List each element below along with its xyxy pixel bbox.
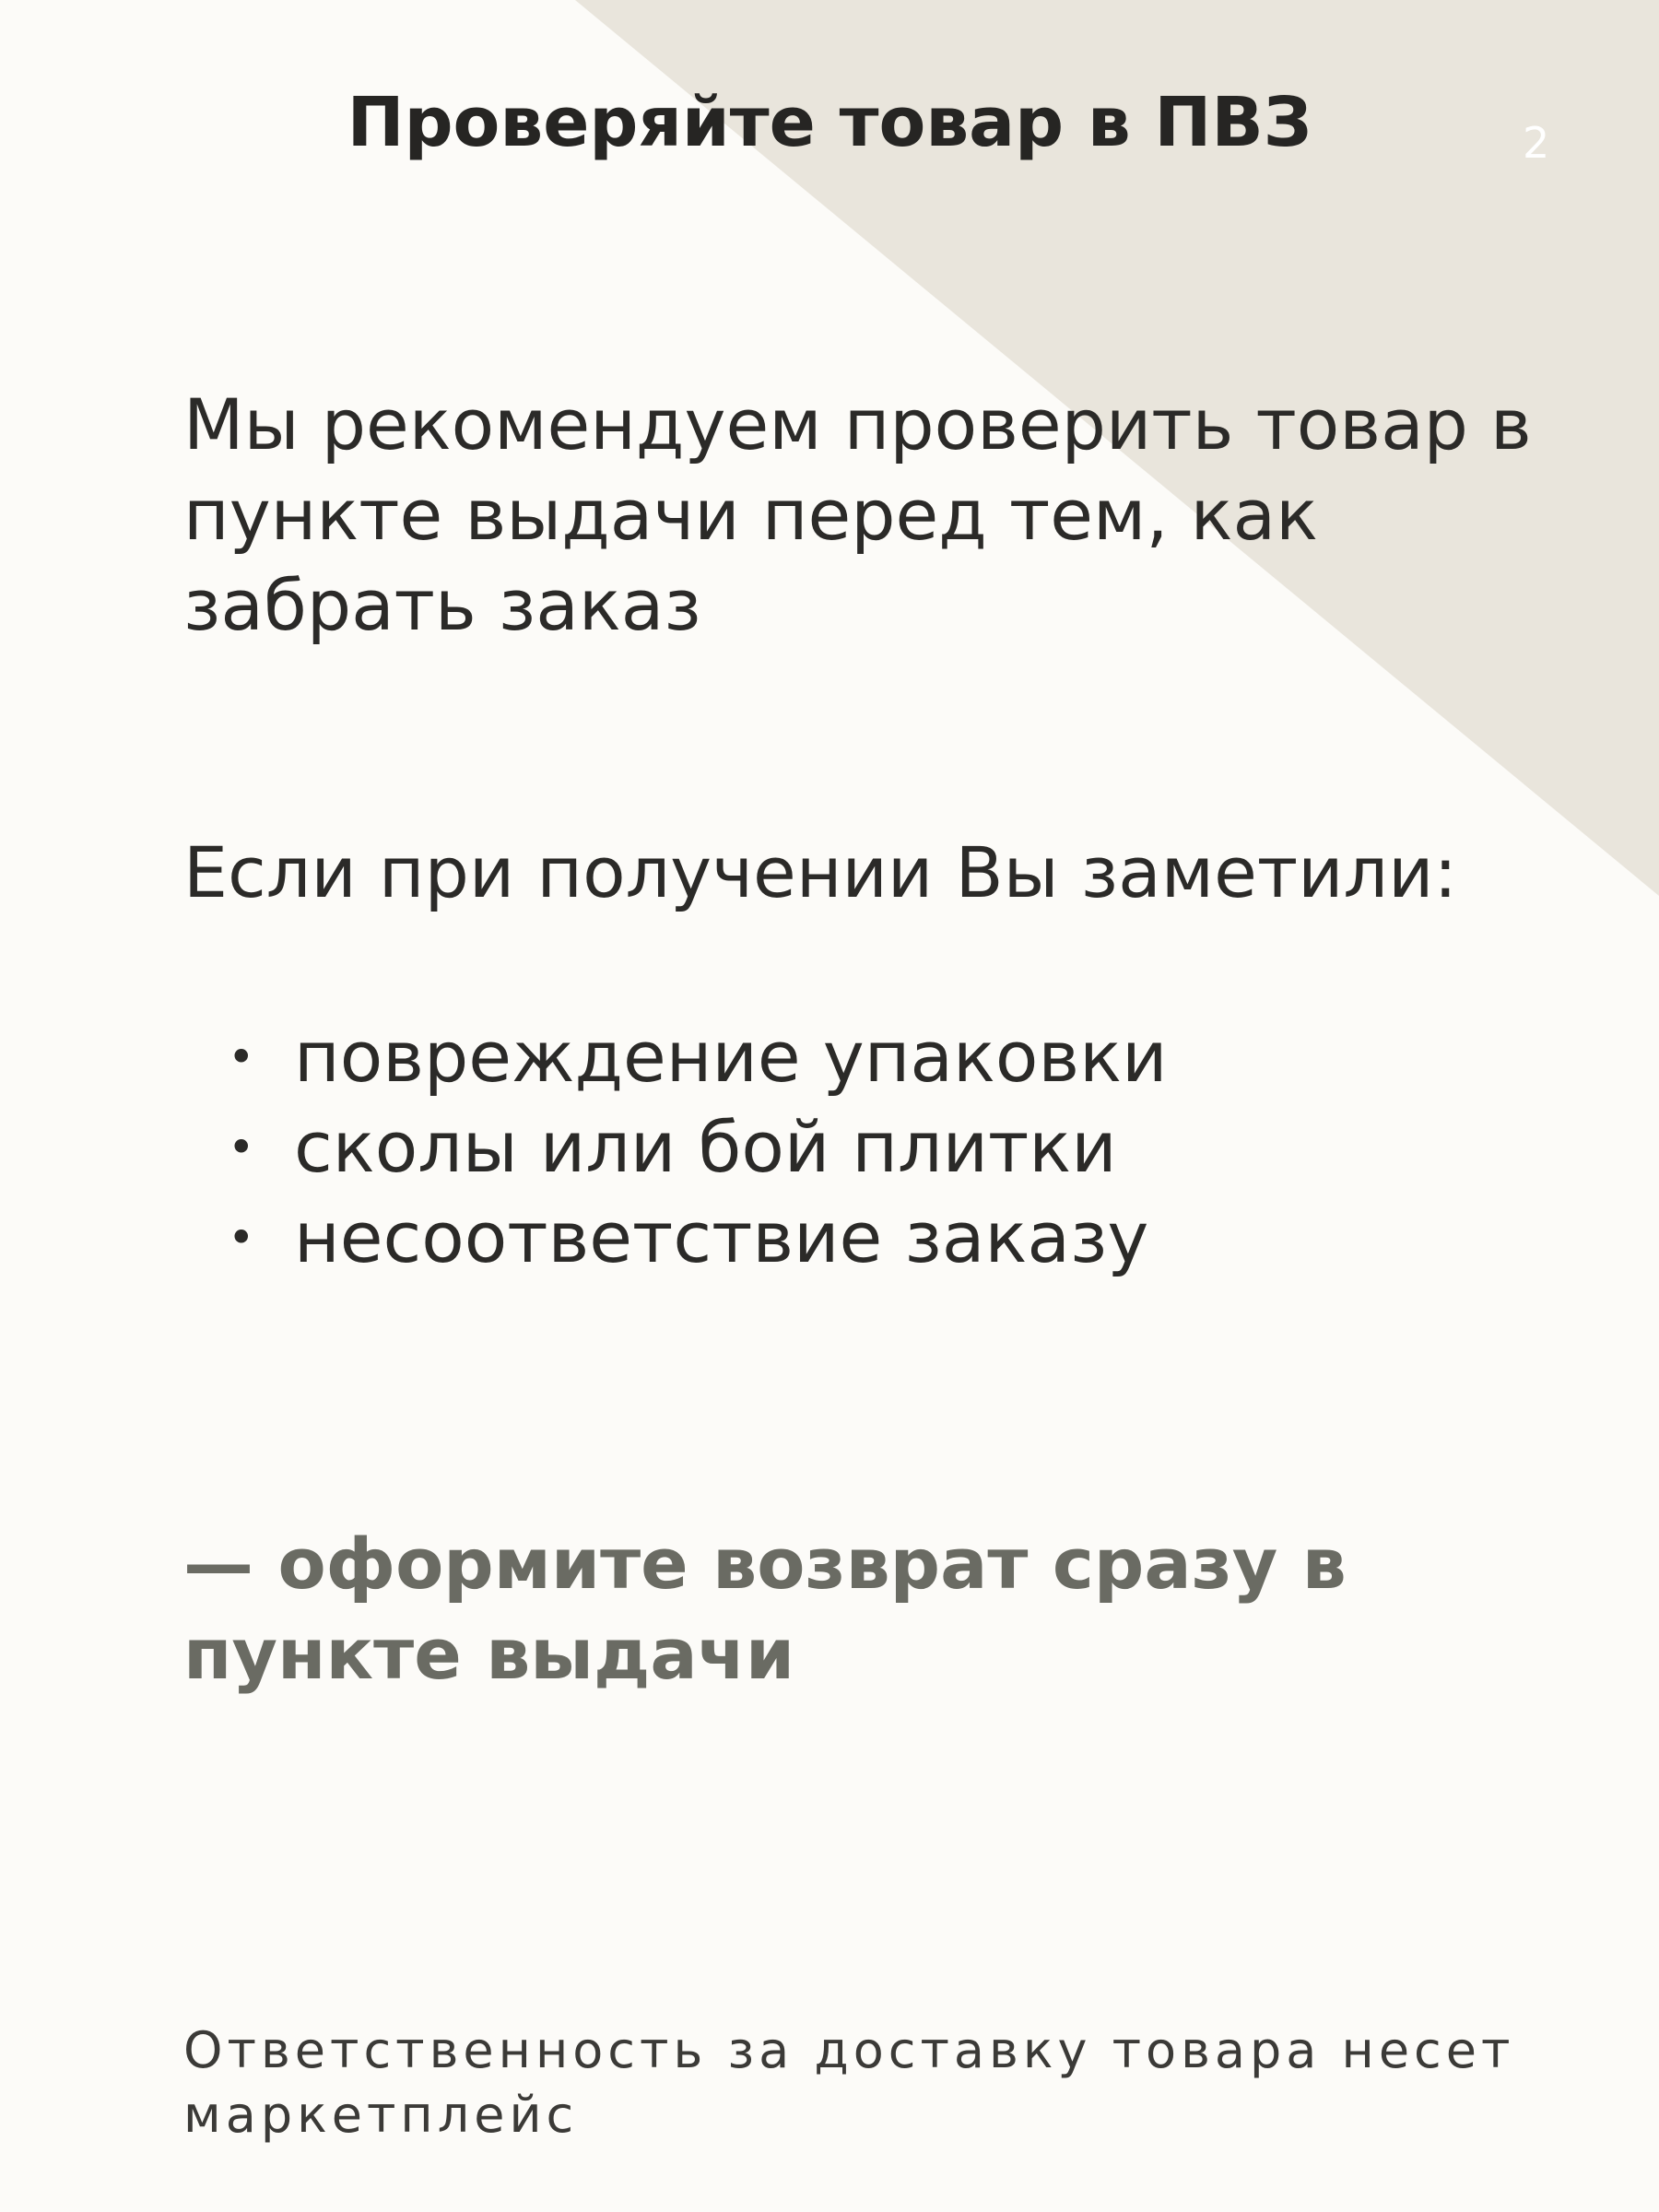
- page-title: Проверяйте товар в ПВЗ: [347, 83, 1312, 162]
- list-item-text: несоответствие заказу: [294, 1196, 1149, 1278]
- list-item: [183, 1102, 1167, 1193]
- lead-sentence: Если при получении Вы заметили:: [183, 831, 1458, 913]
- intro-paragraph: Мы рекомендуем проверить товар в пункте выдачи перед тем, как забрать заказ: [183, 383, 1532, 646]
- list-item-text: повреждение упаковки: [294, 1016, 1168, 1098]
- footnote: Ответственность за доставку товара несет маркетплейс: [183, 2021, 1515, 2144]
- bullet-icon: •: [228, 1121, 255, 1174]
- call-to-action: — оформите возврат сразу в пункте выдачи: [183, 1523, 1347, 1695]
- defects-list: [183, 1012, 1167, 1283]
- bullet-icon: •: [228, 1211, 255, 1265]
- list-item-text: сколы или бой плитки: [294, 1106, 1117, 1188]
- list-item: [183, 1193, 1167, 1283]
- bullet-icon: •: [228, 1030, 255, 1084]
- page-number: 2: [1523, 118, 1550, 168]
- list-item: [183, 1012, 1167, 1102]
